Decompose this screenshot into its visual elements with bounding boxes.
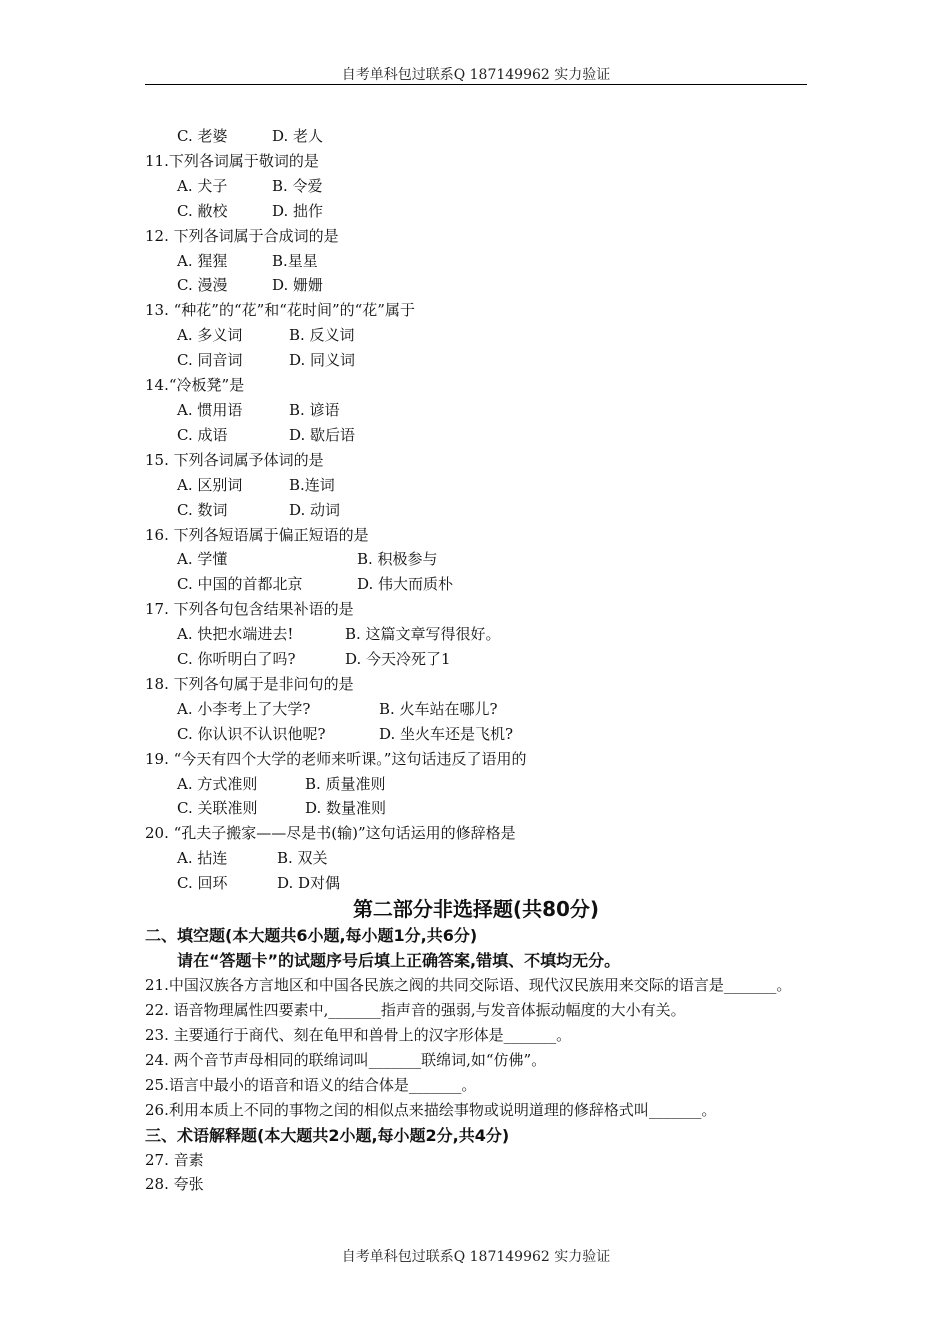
options-ab: [145, 473, 807, 498]
option-d: D. 歇后语: [289, 425, 356, 444]
option-d: D. 老人: [272, 127, 324, 145]
option-b: B. 双关: [277, 849, 328, 868]
option-c: C. 敝校: [177, 201, 228, 220]
option-b: B. 火车站在哪儿?: [379, 699, 498, 718]
section-instruction: 请在“答题卡”的试题序号后填上正确答案,错填、不填均无分。: [177, 951, 621, 971]
option-a: A. 多义词: [177, 326, 243, 345]
option-a: A. 小李考上了大学?: [177, 699, 311, 718]
option-c: C. 你认识不认识他呢?: [177, 724, 326, 743]
option-c: C. 回环: [177, 874, 228, 893]
option-b: B. 反义词: [289, 326, 355, 345]
question-stem: 14.“冷板凳”是: [145, 376, 245, 395]
q10-options-cd: [145, 124, 807, 149]
options-cd: [145, 423, 807, 448]
section-heading-fill-in: 二、填空题(本大题共6小题,每小题1分,共6分): [145, 926, 478, 946]
part-two-title: 第二部分非选择题(共80分): [352, 897, 600, 922]
options-cd: [145, 498, 807, 523]
option-d: D. 伟大而质朴: [357, 575, 454, 594]
term-item: 27. 音素: [145, 1150, 204, 1169]
page-header: 自考单科包过联系Q 187149962 实力验证: [341, 67, 611, 83]
options-cd: [145, 796, 807, 821]
question-stem: 18. 下列各句属于是非问句的是: [145, 674, 354, 693]
fill-in-item: 21.中国汉族各方言地区和中国各民族之阀的共同交际语、现代汉民族用来交际的语言是_______。: [145, 976, 792, 995]
option-c: C. 数词: [177, 500, 228, 519]
option-d: D. 数量准则: [305, 799, 387, 818]
options-cd: [145, 273, 807, 298]
option-c: C. 你听明白了吗?: [177, 650, 296, 669]
options-ab: [145, 174, 807, 199]
question-stem: 16. 下列各短语属于偏正短语的是: [145, 525, 369, 544]
question-stem: 13. “种花”的“花”和“花时间”的“花”属于: [145, 301, 415, 320]
options-ab: [145, 622, 807, 647]
option-b: B. 令爱: [272, 176, 323, 195]
option-c: C. 漫漫: [177, 276, 228, 295]
option-a: A. 学懂: [177, 550, 228, 569]
option-d: D. D对偶: [277, 874, 341, 893]
question-stem: 15. 下列各词属予体词的是: [145, 450, 324, 469]
option-d: D. 今天冷死了1: [345, 650, 451, 669]
option-b: B.连词: [289, 475, 335, 494]
fill-in-item: 25.语言中最小的语音和语义的结合体是_______。: [145, 1075, 477, 1094]
question-stem: 17. 下列各句包含结果补语的是: [145, 600, 354, 619]
option-b: B. 积极参与: [357, 550, 438, 569]
question-stem: 11.下列各词属于敬词的是: [145, 151, 319, 170]
option-c: C. 关联准则: [177, 799, 258, 818]
fill-in-item: 22. 语音物理属性四要素中,_______指声音的强弱,与发音体振动幅度的大小有关。: [145, 1001, 686, 1019]
options-cd: [145, 348, 807, 373]
options-ab: [145, 846, 807, 871]
question-stem: 12. 下列各词属于合成词的是: [145, 226, 339, 245]
section-heading-terms: 三、术语解释题(本大题共2小题,每小题2分,共4分): [145, 1125, 510, 1145]
options-cd: [145, 722, 807, 747]
option-d: D. 拙作: [272, 201, 324, 220]
option-d: D. 坐火车还是飞机?: [379, 724, 514, 743]
options-cd: [145, 871, 807, 896]
option-b: B.星星: [272, 251, 318, 270]
option-a: A. 猩猩: [177, 251, 228, 270]
options-ab: [145, 398, 807, 423]
option-c: C. 成语: [177, 425, 228, 444]
option-a: A. 拈连: [177, 849, 228, 868]
options-ab: [145, 772, 807, 797]
fill-in-item: 24. 两个音节声母相同的联绵词叫_______联绵词,如“仿佛”。: [145, 1050, 547, 1069]
option-b: B. 质量准则: [305, 774, 386, 793]
header-divider: [145, 84, 807, 85]
question-stem: 20. “孔夫子搬家——尽是书(输)”这句话运用的修辞格是: [145, 824, 516, 843]
options-cd: [145, 199, 807, 224]
page-footer: 自考单科包过联系Q 187149962 实力验证: [341, 1249, 611, 1265]
options-ab: [145, 249, 807, 274]
option-c: C. 老婆: [177, 127, 228, 145]
term-item: 28. 夸张: [145, 1175, 204, 1194]
options-cd: [145, 572, 807, 597]
exam-content: [145, 124, 807, 1197]
option-a: A. 犬子: [177, 176, 228, 195]
options-ab: [145, 323, 807, 348]
fill-in-item: 26.利用本质上不同的事物之闰的相似点来描绘事物或说明道理的修辞格式叫_______。: [145, 1100, 717, 1119]
option-d: D. 动词: [289, 500, 341, 519]
option-d: D. 姗姗: [272, 276, 324, 295]
option-a: A. 区别词: [177, 475, 243, 494]
option-b: B. 谚语: [289, 400, 340, 419]
option-a: A. 方式准则: [177, 774, 258, 793]
options-cd: [145, 647, 807, 672]
options-ab: [145, 547, 807, 572]
options-ab: [145, 697, 807, 722]
option-d: D. 同义词: [289, 351, 356, 370]
option-a: A. 快把水端进去!: [177, 625, 294, 644]
fill-in-item: 23. 主要通行于商代、刻在龟甲和兽骨上的汉字形体是_______。: [145, 1025, 572, 1044]
option-c: C. 中国的首都北京: [177, 575, 303, 594]
question-stem: 19. “今天有四个大学的老师来听课。”这句话违反了语用的: [145, 749, 527, 768]
option-a: A. 惯用语: [177, 400, 243, 419]
option-b: B. 这篇文章写得很好。: [345, 625, 501, 644]
option-c: C. 同音词: [177, 351, 243, 370]
